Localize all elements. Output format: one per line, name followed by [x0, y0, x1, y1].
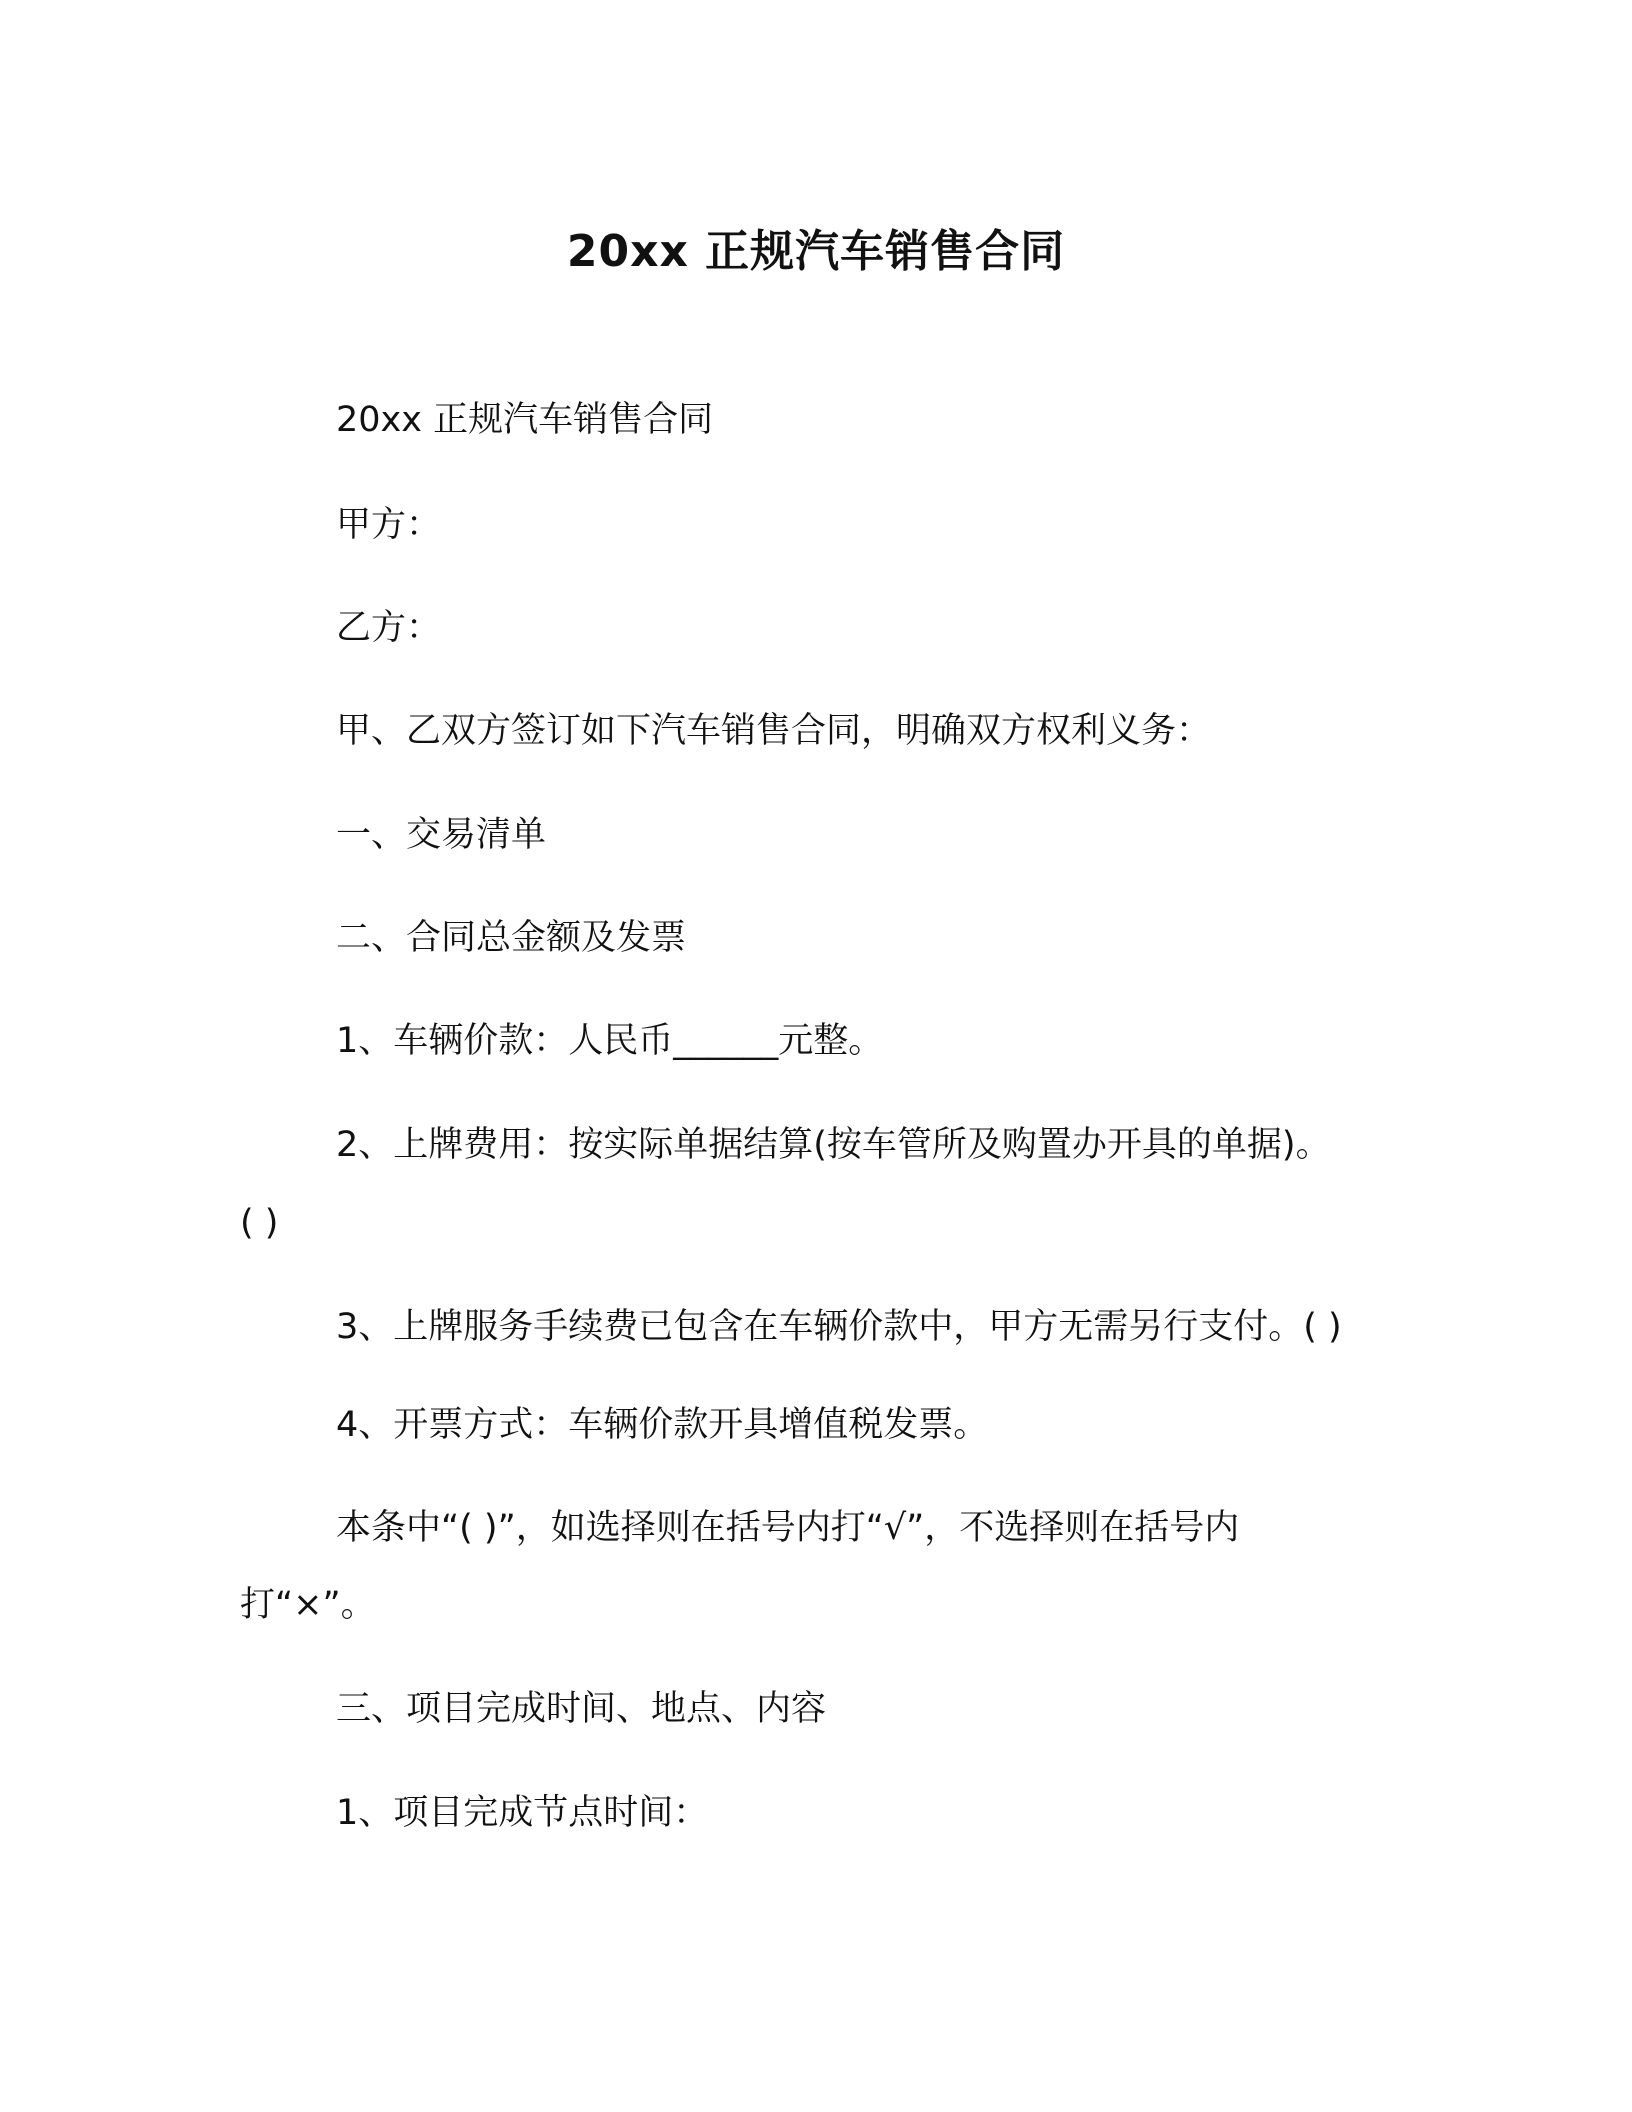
intro-paragraph: 甲、乙双方签订如下汽车销售合同，明确双方权利义务： — [336, 711, 1212, 751]
section-heading-2: 二、合同总金额及发票 — [336, 918, 687, 958]
clause-2-4: 4、开票方式：车辆价款开具增值税发票。 — [336, 1405, 989, 1445]
party-a-label: 甲方： — [336, 505, 442, 545]
subtitle-paragraph: 20xx 正规汽车销售合同 — [336, 400, 714, 440]
section-heading-3: 三、项目完成时间、地点、内容 — [336, 1689, 827, 1729]
clause-2-1: 1、车辆价款：人民币______元整。 — [336, 1021, 884, 1061]
clause-3-1: 1、项目完成节点时间： — [336, 1793, 709, 1833]
clause-2-2: 2、上牌费用：按实际单据结算(按车管所及购置办开具的单据)。 — [336, 1125, 1331, 1165]
clause-2-2-continuation: ( ) — [240, 1203, 279, 1243]
note-paragraph-continuation: 打“×”。 — [240, 1585, 376, 1625]
document-title: 20xx 正规汽车销售合同 — [566, 226, 1066, 277]
section-heading-1: 一、交易清单 — [336, 815, 547, 855]
clause-2-3: 3、上牌服务手续费已包含在车辆价款中，甲方无需另行支付。( ) — [336, 1307, 1342, 1347]
party-b-label: 乙方： — [336, 608, 442, 648]
note-paragraph: 本条中“( )”，如选择则在括号内打“√”，不选择则在括号内 — [336, 1508, 1240, 1548]
